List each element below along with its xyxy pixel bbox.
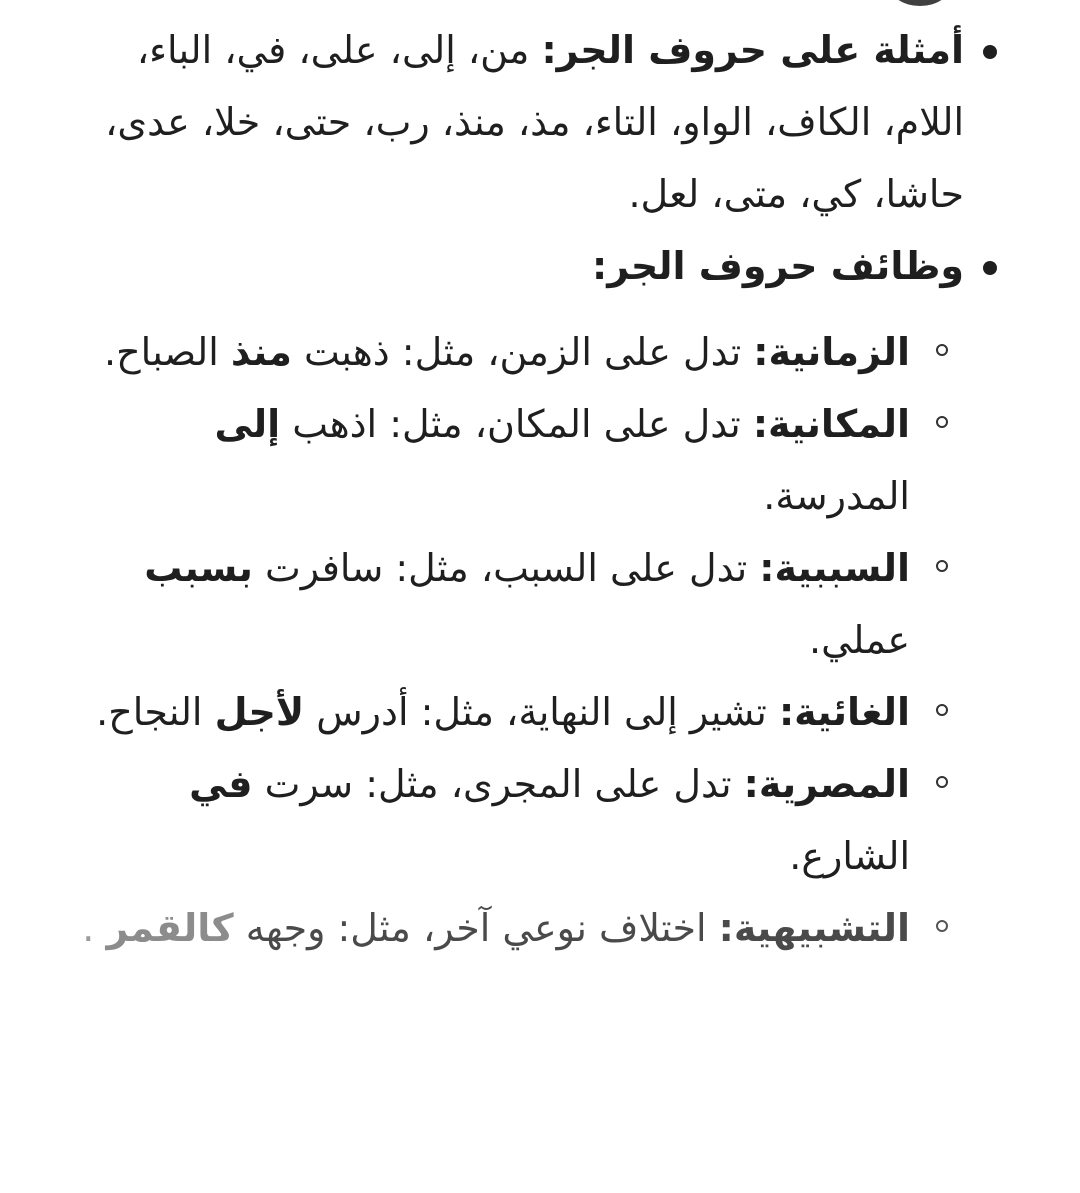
function-desc: تدل على الزمن، مثل: ذهبت <box>303 330 742 374</box>
examples-label: أمثلة على حروف الجر: <box>541 28 964 72</box>
examples-text: من، إلى، على، في، الباء، اللام، الكاف، الواو، التاء، مذ، منذ، رب، حتى، خلا، عدى، حاشا، كي، متى، لعل. <box>105 28 964 216</box>
function-tail: . <box>82 906 95 950</box>
function-tail: النجاح. <box>96 690 203 734</box>
function-keyword: لأجل <box>214 690 305 734</box>
function-item-spatial <box>70 388 964 532</box>
function-desc: تدل على المكان، مثل: اذهب <box>292 402 741 446</box>
bullet-dot-icon <box>983 45 997 59</box>
function-item-purpose <box>70 676 964 748</box>
function-term: التشبيهية: <box>718 906 910 950</box>
functions-list-item <box>70 230 1080 964</box>
function-tail: المدرسة. <box>763 474 910 518</box>
function-item-simile <box>70 892 964 964</box>
function-term: السببية: <box>759 546 910 590</box>
cut-off-next-line <box>100 1181 964 1193</box>
function-keyword: في <box>189 762 253 806</box>
function-tail: الشارع. <box>789 834 910 878</box>
hollow-circle-bullet-icon <box>936 416 948 428</box>
function-desc: تشير إلى النهاية، مثل: أدرس <box>316 690 767 734</box>
hollow-circle-bullet-icon <box>936 704 948 716</box>
examples-list-item <box>70 14 1080 230</box>
functions-sub-list <box>70 316 964 964</box>
function-term: الزمانية: <box>753 330 910 374</box>
function-tail: الصباح. <box>104 330 219 374</box>
hollow-circle-bullet-icon <box>936 344 948 356</box>
function-item-course <box>70 748 964 892</box>
function-keyword: كالقمر <box>106 906 234 950</box>
function-keyword: منذ <box>230 330 292 374</box>
function-tail: عملي. <box>809 618 910 662</box>
function-desc: تدل على المجرى، مثل: سرت <box>264 762 732 806</box>
function-keyword: إلى <box>214 402 281 446</box>
function-desc: اختلاف نوعي آخر، مثل: وجهه <box>245 906 707 950</box>
function-term: الغائية: <box>778 690 910 734</box>
hollow-circle-bullet-icon <box>936 776 948 788</box>
function-item-causal <box>70 532 964 676</box>
function-desc: تدل على السبب، مثل: سافرت <box>264 546 748 590</box>
function-item-temporal <box>70 316 964 388</box>
hollow-circle-bullet-icon <box>936 920 948 932</box>
function-term: المكانية: <box>752 402 910 446</box>
function-keyword: بسبب <box>144 546 253 590</box>
bullet-dot-icon <box>983 261 997 275</box>
cut-off-text-fragment <box>890 0 950 6</box>
function-term: المصرية: <box>743 762 910 806</box>
main-bullet-list <box>70 14 1080 964</box>
hollow-circle-bullet-icon <box>936 560 948 572</box>
functions-label: وظائف حروف الجر: <box>592 244 964 288</box>
